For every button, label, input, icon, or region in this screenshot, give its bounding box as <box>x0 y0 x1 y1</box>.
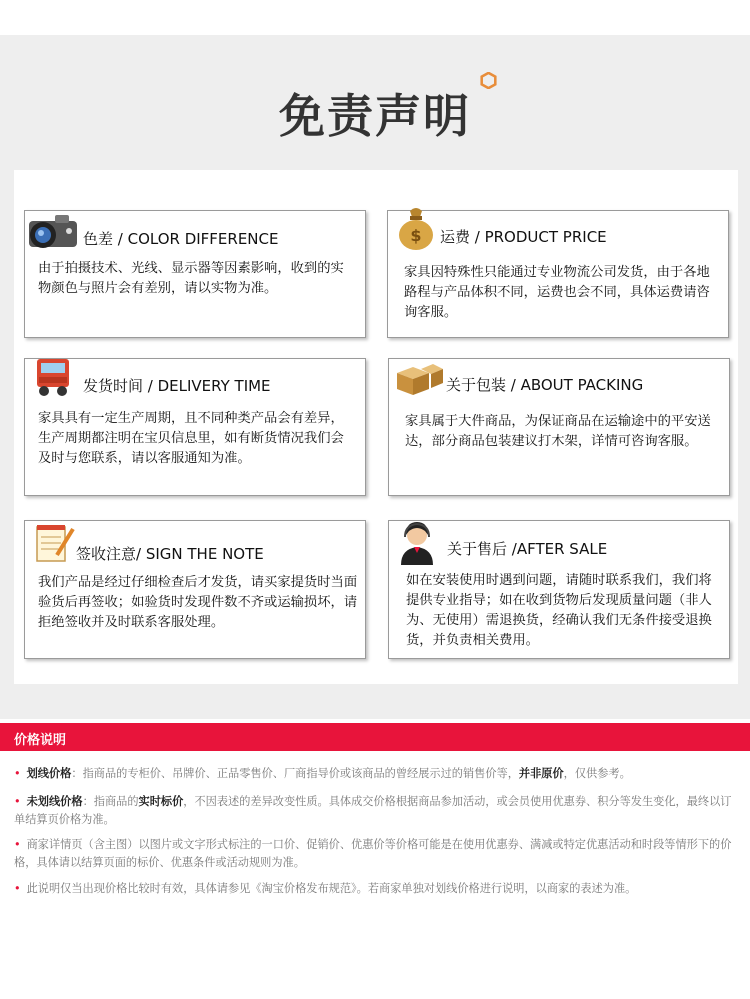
card-body: 我们产品是经过仔细检查后才发货，请买家提货时当面验货后再签收；如验货时发现件数不齐或运输损坏，请拒绝签收并及时联系客服处理。 <box>38 575 358 630</box>
note-text: ：指商品的专柜价、吊牌价、正品零售价、厂商指导价或该商品的曾经展示过的销售价等， <box>71 767 519 780</box>
card-body: 由于拍摄技术、光线、显示器等因素影响，收到的实物颜色与照片会有差别，请以实物为准。 <box>38 261 344 296</box>
card-heading: 发货时间 / DELIVERY TIME <box>83 377 271 395</box>
card-heading: 签收注意/ SIGN THE NOTE <box>76 545 264 563</box>
note-text: ，不因表述的差异改变性质。具体成交价格根据商品参加活动，或会员使用优惠券、积分等发生变化，最终以订单结算页价格为准。 <box>14 795 732 826</box>
card-body: 家具属于大件商品，为保证商品在运输途中的平安送达，部分商品包装建议打木架，详情可咨询客服。 <box>405 414 711 449</box>
note-label: 未划线价格 <box>26 795 83 808</box>
notepad-icon <box>31 521 75 563</box>
note-bold: 实时标价 <box>138 795 184 808</box>
note-label: 划线价格 <box>26 767 72 780</box>
money-bag-icon <box>396 205 436 251</box>
note-text: 商家详情页（含主图）以图片或文字形式标注的一口价、促销价、优惠价等价格可能是在使用优惠券、满减或特定优惠活动和时段等情形下的价格，具体请以结算页面的标价、优惠条件或活动规则为准。 <box>14 838 732 869</box>
note-text: ，仅供参考。 <box>563 767 631 780</box>
card-body: 家具因特殊性只能通过专业物流公司发货，由于各地路程与产品体积不同，运费也会不同，具体运费请咨询客服。 <box>404 265 710 320</box>
bullet-icon: • <box>14 767 21 780</box>
price-note-1 <box>14 765 734 783</box>
card-delivery-time <box>24 358 366 496</box>
card-sign-note <box>24 520 366 659</box>
card-heading: 关于售后 /AFTER SALE <box>447 540 608 558</box>
card-after-sale <box>388 520 730 659</box>
note-text: 此说明仅当出现价格比较时有效，具体请参见《淘宝价格发布规范》。若商家单独对划线价格进行说明，以商家的表述为准。 <box>26 882 637 895</box>
card-about-packing <box>388 358 730 496</box>
price-note-4 <box>14 880 734 898</box>
hexagon-icon <box>480 72 497 89</box>
truck-icon <box>31 355 75 399</box>
page-title: 免责声明 <box>279 89 471 143</box>
bullet-icon: • <box>14 882 21 895</box>
card-heading: 色差 / COLOR DIFFERENCE <box>83 230 279 248</box>
price-heading-bar <box>0 723 750 751</box>
boxes-icon <box>393 359 445 399</box>
card-heading: 运费 / PRODUCT PRICE <box>440 228 607 246</box>
bullet-icon: • <box>14 795 21 808</box>
card-color-difference <box>24 210 366 338</box>
price-note-3 <box>14 836 734 872</box>
card-heading: 关于包装 / ABOUT PACKING <box>446 376 644 394</box>
note-text: ：指商品的 <box>82 795 139 808</box>
card-product-price <box>387 210 729 338</box>
card-body: 家具具有一定生产周期，且不同种类产品会有差异，生产周期都注明在宝贝信息里，如有断货情况我们会及时与您联系，请以客服通知为准。 <box>38 411 344 466</box>
camera-icon <box>25 211 81 251</box>
svg-text:$: $ <box>410 226 422 245</box>
price-heading: 价格说明 <box>14 733 67 748</box>
bullet-icon: • <box>14 838 21 851</box>
note-bold: 并非原价 <box>518 767 564 780</box>
price-note-2 <box>14 793 734 829</box>
service-agent-icon <box>397 519 437 565</box>
card-body: 如在安装使用时遇到问题，请随时联系我们，我们将提供专业指导；如在收到货物后发现质量问题（非人为、无使用）需退换货，经确认我们无条件接受退换货，并负责相关费用。 <box>406 573 712 648</box>
